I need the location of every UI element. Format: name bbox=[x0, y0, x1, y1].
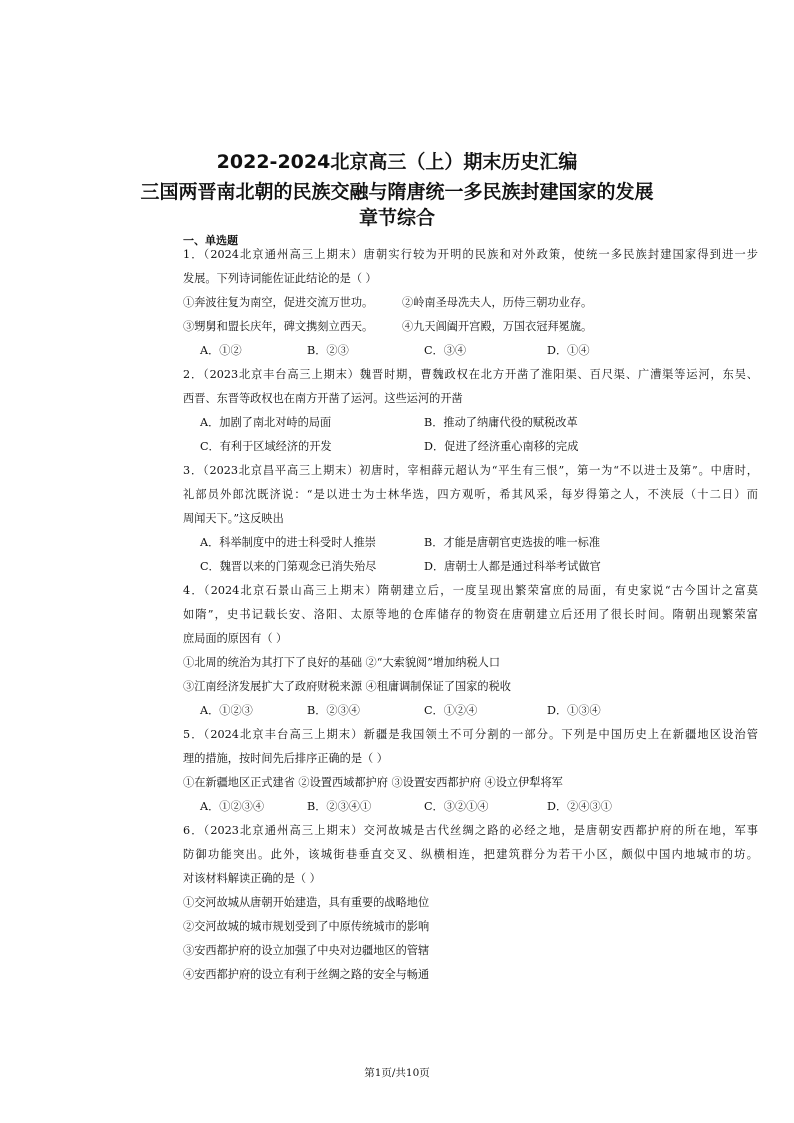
page-number-footer: 第1页/共10页 bbox=[364, 1067, 430, 1079]
question-1-option-b[interactable]: B．②③ bbox=[307, 344, 349, 357]
question-2-options-row-1 bbox=[183, 411, 758, 435]
question-6-statement-4: ④安西都护府的设立有利于丝绸之路的安全与畅通 bbox=[183, 968, 430, 981]
question-5-option-a[interactable]: A．①②③④ bbox=[200, 800, 265, 813]
question-4-line-1: 4．（2024北京石景山高三上期末）隋朝建立后，一度呈现出繁荣富庶的局面，有史家说“古今国计之富莫 bbox=[183, 584, 758, 597]
question-1-line-2: 发展。下列诗词能佐证此结论的是（ ） bbox=[183, 272, 377, 285]
document-title-line-3: 章节综合 bbox=[358, 207, 435, 229]
question-4-option-a[interactable]: A．①②③ bbox=[200, 704, 253, 717]
question-2-line-2: 西晋、东晋等政权也在南方开凿了运河。这些运河的开凿 bbox=[183, 392, 463, 405]
question-1-line-1: 1．（2024北京通州高三上期末）唐朝实行较为开明的民族和对外政策，使统一多民族封建国家得到进一步 bbox=[183, 248, 758, 261]
question-3-option-c[interactable]: C．魏晋以来的门第观念已消失殆尽 bbox=[200, 560, 377, 573]
question-2-options-row-2 bbox=[183, 435, 758, 459]
question-1-statement-2: ②岭南圣母冼夫人，历侍三朝功业存。 bbox=[402, 296, 593, 309]
question-5-statement-line: ①在新疆地区正式建省 ②设置西域都护府 ③设置安西都护府 ④设立伊犁将军 bbox=[183, 776, 563, 789]
question-5-line-2: 理的措施，按时间先后排序正确的是（ ） bbox=[183, 752, 388, 765]
question-6-statement-3: ③安西都护府的设立加强了中央对边疆地区的管辖 bbox=[183, 944, 430, 957]
section-heading: 一、单选题 bbox=[183, 234, 238, 247]
question-4-statement-line-2: ③江南经济发展扩大了政府财税来源 ④租庸调制保证了国家的税收 bbox=[183, 680, 511, 693]
question-4-option-d[interactable]: D．①③④ bbox=[547, 704, 601, 717]
question-4-option-c[interactable]: C．①②④ bbox=[424, 704, 478, 717]
question-5-options bbox=[183, 795, 758, 819]
document-title-line-1: 2022-2024北京高三（上）期末历史汇编 bbox=[216, 151, 578, 173]
question-3-options-row-1 bbox=[183, 531, 758, 555]
question-3-option-b[interactable]: B．才能是唐朝官吏选拔的唯一标准 bbox=[424, 536, 601, 549]
question-2-line-1: 2．（2023北京丰台高三上期末）魏晋时期，曹魏政权在北方开凿了淮阳渠、百尺渠、广漕渠等运河，东吴、 bbox=[183, 368, 758, 381]
question-1-statement-3: ③甥舅和盟长庆年，碑文携刻立西天。 bbox=[183, 320, 374, 333]
question-4-options bbox=[183, 699, 758, 723]
question-6-line-3: 对该材料解读正确的是（ ） bbox=[183, 872, 321, 885]
question-1-statement-4: ④九天阊阖开宫殿，万国衣冠拜冕旒。 bbox=[402, 320, 593, 333]
question-1-option-a[interactable]: A．①② bbox=[200, 344, 242, 357]
question-6-statement-1: ①交河故城从唐朝开始建造，具有重要的战略地位 bbox=[183, 896, 430, 909]
question-5-option-d[interactable]: D．②④③① bbox=[547, 800, 612, 813]
question-4-line-2: 如隋”，史书记载长安、洛阳、太原等地的仓库储存的物资在唐朝建立后还用了很长时间。隋朝出现繁荣富 bbox=[183, 608, 758, 621]
question-1-statement-1: ①奔波往复为南空，促进交流万世功。 bbox=[183, 296, 374, 309]
document-title-line-2: 三国两晋南北朝的民族交融与隋唐统一多民族封建国家的发展 bbox=[140, 181, 654, 203]
question-1-option-c[interactable]: C．③④ bbox=[424, 344, 467, 357]
question-list bbox=[183, 243, 758, 987]
question-3-line-1: 3．（2023北京昌平高三上期末）初唐时，宰相薛元超认为“平生有三恨”，第一为“不以进士及第”。中唐时， bbox=[183, 464, 758, 477]
question-5-option-c[interactable]: C．③②①④ bbox=[424, 800, 489, 813]
question-2-option-c[interactable]: C．有利于区域经济的开发 bbox=[200, 440, 332, 453]
question-3-options-row-2 bbox=[183, 555, 758, 579]
question-3-line-3: 周闻天下。”这反映出 bbox=[183, 512, 284, 525]
question-3-option-d[interactable]: D．唐朝士人都是通过科举考试做官 bbox=[424, 560, 601, 573]
question-2-option-b[interactable]: B．推动了纳庸代役的赋税改革 bbox=[424, 416, 578, 429]
question-6-line-2: 防御功能突出。此外，该城街巷垂直交叉、纵横相连，把建筑群分为若干小区，颇似中国内地城市的坊。 bbox=[183, 848, 758, 861]
question-2-option-a[interactable]: A．加剧了南北对峙的局面 bbox=[200, 416, 332, 429]
question-4-statement-line-1: ①北周的统治为其打下了良好的基础 ②“大索貌阅”增加纳税人口 bbox=[183, 656, 501, 669]
question-5-option-b[interactable]: B．②③④① bbox=[307, 800, 372, 813]
question-1-option-d[interactable]: D．①④ bbox=[547, 344, 590, 357]
question-6-statement-2: ②交河故城的城市规划受到了中原传统城市的影响 bbox=[183, 920, 430, 933]
question-1-statement-row-1 bbox=[183, 291, 758, 315]
question-3-line-2: 礼部员外郎沈既济说：“是以进士为士林华选，四方观听，希其风采，每岁得第之人，不浃辰（十二日）而 bbox=[183, 488, 758, 501]
question-4-option-b[interactable]: B．②③④ bbox=[307, 704, 360, 717]
question-1-options bbox=[183, 339, 758, 363]
question-5-line-1: 5．（2024北京丰台高三上期末）新疆是我国领土不可分割的一部分。下列是中国历史上在新疆地区设治管 bbox=[183, 728, 758, 741]
question-3-option-a[interactable]: A．科举制度中的进士科受时人推崇 bbox=[200, 536, 376, 549]
question-6-line-1: 6．（2023北京通州高三上期末）交河故城是古代丝绸之路的必经之地，是唐朝安西都护府的所在地，军事 bbox=[183, 824, 758, 837]
question-4-line-3: 庶局面的原因有（ ） bbox=[183, 632, 288, 645]
question-1-statement-row-2 bbox=[183, 315, 758, 339]
question-2-option-d[interactable]: D．促进了经济重心南移的完成 bbox=[424, 440, 579, 453]
